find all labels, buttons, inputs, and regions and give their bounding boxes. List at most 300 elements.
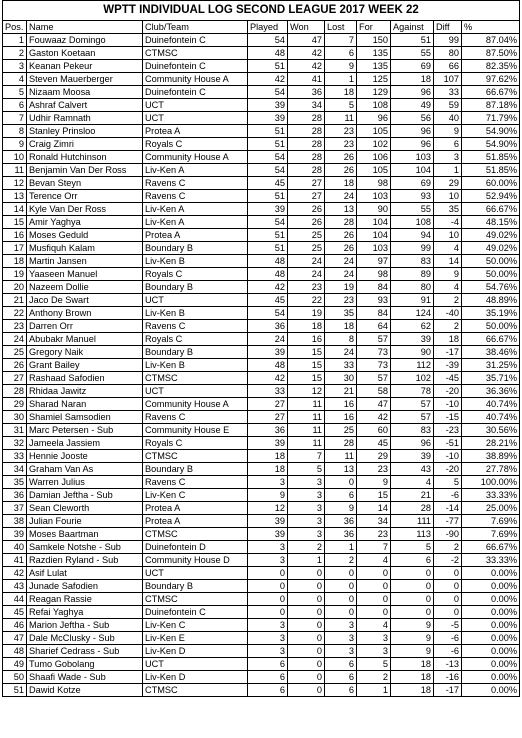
cell-played: 6 — [248, 658, 288, 671]
cell-played: 48 — [248, 268, 288, 281]
cell-played: 54 — [248, 216, 288, 229]
table-row — [3, 489, 520, 502]
table-row — [3, 86, 520, 99]
table-row — [3, 385, 520, 398]
cell-percent: 35.71% — [462, 372, 520, 385]
table-row — [3, 47, 520, 60]
table-row — [3, 359, 520, 372]
cell-lost: 0 — [325, 476, 357, 489]
cell-for: 98 — [357, 177, 391, 190]
header-name: Name — [27, 21, 143, 34]
cell-percent: 40.74% — [462, 411, 520, 424]
cell-lost: 8 — [325, 333, 357, 346]
cell-against: 49 — [391, 99, 434, 112]
cell-for: 57 — [357, 372, 391, 385]
cell-club: Protea A — [143, 125, 248, 138]
cell-won: 25 — [288, 242, 325, 255]
cell-pos: 16 — [3, 229, 27, 242]
table-row — [3, 450, 520, 463]
cell-pos: 23 — [3, 320, 27, 333]
cell-name: Jaco De Swart — [27, 294, 143, 307]
cell-name: Yaaseen Manuel — [27, 268, 143, 281]
cell-won: 1 — [288, 554, 325, 567]
cell-diff: 0 — [434, 580, 462, 593]
cell-club: Liv-Ken C — [143, 489, 248, 502]
cell-name: Reagan Rassie — [27, 593, 143, 606]
cell-against: 83 — [391, 255, 434, 268]
cell-played: 39 — [248, 346, 288, 359]
cell-played: 51 — [248, 60, 288, 73]
log-body — [3, 34, 520, 697]
cell-diff: -6 — [434, 489, 462, 502]
cell-percent: 97.62% — [462, 73, 520, 86]
cell-diff: 80 — [434, 47, 462, 60]
cell-club: Ravens C — [143, 411, 248, 424]
header-club-team: Club/Team — [143, 21, 248, 34]
header-against: Against — [391, 21, 434, 34]
cell-club: UCT — [143, 567, 248, 580]
cell-name: Marion Jeftha - Sub — [27, 619, 143, 632]
cell-played: 0 — [248, 606, 288, 619]
cell-percent: 28.21% — [462, 437, 520, 450]
cell-won: 0 — [288, 593, 325, 606]
cell-name: Udhir Ramnath — [27, 112, 143, 125]
cell-pos: 25 — [3, 346, 27, 359]
cell-pos: 43 — [3, 580, 27, 593]
cell-percent: 54.90% — [462, 125, 520, 138]
cell-for: 47 — [357, 398, 391, 411]
cell-played: 6 — [248, 671, 288, 684]
cell-name: Sharief Cedrass - Sub — [27, 645, 143, 658]
cell-played: 54 — [248, 164, 288, 177]
cell-diff: 1 — [434, 164, 462, 177]
cell-played: 6 — [248, 684, 288, 697]
cell-lost: 28 — [325, 437, 357, 450]
cell-diff: -51 — [434, 437, 462, 450]
cell-played: 0 — [248, 593, 288, 606]
cell-diff: 66 — [434, 60, 462, 73]
cell-percent: 82.35% — [462, 60, 520, 73]
cell-name: Martin Jansen — [27, 255, 143, 268]
table-row — [3, 671, 520, 684]
cell-percent: 54.90% — [462, 138, 520, 151]
cell-diff: 59 — [434, 99, 462, 112]
cell-lost: 16 — [325, 398, 357, 411]
cell-club: Duinefontein C — [143, 60, 248, 73]
cell-for: 0 — [357, 606, 391, 619]
cell-for: 15 — [357, 489, 391, 502]
table-row — [3, 372, 520, 385]
cell-pos: 48 — [3, 645, 27, 658]
cell-played: 18 — [248, 450, 288, 463]
cell-pos: 10 — [3, 151, 27, 164]
cell-name: Darren Orr — [27, 320, 143, 333]
cell-played: 39 — [248, 437, 288, 450]
cell-for: 93 — [357, 294, 391, 307]
cell-pos: 41 — [3, 554, 27, 567]
cell-club: Liv-Ken D — [143, 645, 248, 658]
cell-diff: 35 — [434, 203, 462, 216]
table-row — [3, 138, 520, 151]
cell-diff: -5 — [434, 619, 462, 632]
cell-won: 15 — [288, 346, 325, 359]
cell-won: 19 — [288, 307, 325, 320]
header-for: For — [357, 21, 391, 34]
cell-for: 150 — [357, 34, 391, 47]
table-row — [3, 476, 520, 489]
cell-name: Razdien Ryland - Sub — [27, 554, 143, 567]
cell-diff: 4 — [434, 242, 462, 255]
cell-club: Boundary B — [143, 580, 248, 593]
cell-for: 58 — [357, 385, 391, 398]
cell-pos: 31 — [3, 424, 27, 437]
cell-for: 29 — [357, 450, 391, 463]
cell-played: 3 — [248, 541, 288, 554]
table-row — [3, 515, 520, 528]
cell-diff: 0 — [434, 567, 462, 580]
cell-against: 83 — [391, 424, 434, 437]
cell-won: 28 — [288, 125, 325, 138]
cell-won: 24 — [288, 268, 325, 281]
cell-name: Keanan Pekeur — [27, 60, 143, 73]
cell-pos: 12 — [3, 177, 27, 190]
cell-pos: 47 — [3, 632, 27, 645]
cell-against: 69 — [391, 60, 434, 73]
cell-name: Tumo Gobolang — [27, 658, 143, 671]
cell-name: Terence Orr — [27, 190, 143, 203]
cell-percent: 49.02% — [462, 242, 520, 255]
cell-against: 18 — [391, 684, 434, 697]
cell-percent: 0.00% — [462, 671, 520, 684]
cell-won: 2 — [288, 541, 325, 554]
cell-played: 48 — [248, 47, 288, 60]
cell-club: Duinefontein C — [143, 86, 248, 99]
cell-lost: 6 — [325, 489, 357, 502]
cell-lost: 23 — [325, 294, 357, 307]
header-played: Played — [248, 21, 288, 34]
cell-pos: 27 — [3, 372, 27, 385]
cell-club: Liv-Ken A — [143, 203, 248, 216]
cell-lost: 18 — [325, 320, 357, 333]
cell-against: 96 — [391, 138, 434, 151]
table-row — [3, 502, 520, 515]
cell-against: 18 — [391, 671, 434, 684]
cell-pos: 36 — [3, 489, 27, 502]
cell-for: 3 — [357, 632, 391, 645]
cell-against: 57 — [391, 398, 434, 411]
cell-percent: 0.00% — [462, 606, 520, 619]
cell-name: Rashaad Safodien — [27, 372, 143, 385]
cell-name: Nizaam Moosa — [27, 86, 143, 99]
cell-for: 96 — [357, 112, 391, 125]
table-row — [3, 60, 520, 73]
cell-played: 45 — [248, 294, 288, 307]
cell-pos: 39 — [3, 528, 27, 541]
table-row — [3, 580, 520, 593]
cell-for: 45 — [357, 437, 391, 450]
cell-diff: 10 — [434, 190, 462, 203]
cell-pos: 30 — [3, 411, 27, 424]
header-percent: % — [462, 21, 520, 34]
cell-club: CTMSC — [143, 528, 248, 541]
cell-played: 27 — [248, 398, 288, 411]
cell-diff: -45 — [434, 372, 462, 385]
cell-pos: 45 — [3, 606, 27, 619]
cell-won: 15 — [288, 372, 325, 385]
cell-for: 73 — [357, 346, 391, 359]
cell-won: 26 — [288, 203, 325, 216]
cell-against: 56 — [391, 112, 434, 125]
cell-lost: 0 — [325, 606, 357, 619]
table-row — [3, 164, 520, 177]
cell-for: 106 — [357, 151, 391, 164]
table-row — [3, 320, 520, 333]
cell-won: 23 — [288, 281, 325, 294]
cell-for: 14 — [357, 502, 391, 515]
cell-club: Boundary B — [143, 242, 248, 255]
cell-won: 0 — [288, 632, 325, 645]
cell-for: 102 — [357, 138, 391, 151]
cell-won: 22 — [288, 294, 325, 307]
table-row — [3, 437, 520, 450]
cell-percent: 25.00% — [462, 502, 520, 515]
table-row — [3, 528, 520, 541]
cell-club: Boundary B — [143, 281, 248, 294]
cell-played: 42 — [248, 73, 288, 86]
table-row — [3, 268, 520, 281]
cell-pos: 32 — [3, 437, 27, 450]
cell-lost: 24 — [325, 346, 357, 359]
cell-name: Anthony Brown — [27, 307, 143, 320]
cell-diff: 33 — [434, 86, 462, 99]
cell-won: 0 — [288, 580, 325, 593]
header-row — [3, 21, 520, 34]
cell-diff: 18 — [434, 333, 462, 346]
cell-won: 3 — [288, 476, 325, 489]
cell-diff: -13 — [434, 658, 462, 671]
cell-against: 124 — [391, 307, 434, 320]
cell-diff: 99 — [434, 34, 462, 47]
cell-club: Ravens C — [143, 320, 248, 333]
table-row — [3, 632, 520, 645]
cell-diff: 2 — [434, 294, 462, 307]
cell-club: Royals C — [143, 268, 248, 281]
cell-diff: 14 — [434, 255, 462, 268]
cell-played: 39 — [248, 203, 288, 216]
cell-for: 84 — [357, 281, 391, 294]
cell-percent: 66.67% — [462, 541, 520, 554]
cell-for: 0 — [357, 567, 391, 580]
table-row — [3, 463, 520, 476]
cell-percent: 71.79% — [462, 112, 520, 125]
cell-against: 96 — [391, 125, 434, 138]
cell-played: 45 — [248, 177, 288, 190]
cell-for: 4 — [357, 619, 391, 632]
cell-diff: -77 — [434, 515, 462, 528]
cell-diff: -20 — [434, 385, 462, 398]
cell-against: 21 — [391, 489, 434, 502]
cell-against: 89 — [391, 268, 434, 281]
cell-lost: 13 — [325, 463, 357, 476]
cell-won: 42 — [288, 47, 325, 60]
header-won: Won — [288, 21, 325, 34]
cell-played: 51 — [248, 229, 288, 242]
cell-against: 51 — [391, 34, 434, 47]
table-row — [3, 255, 520, 268]
cell-against: 0 — [391, 606, 434, 619]
cell-won: 7 — [288, 450, 325, 463]
page-title: WPTT INDIVIDUAL LOG SECOND LEAGUE 2017 WEEK 22 — [3, 1, 520, 21]
cell-won: 3 — [288, 515, 325, 528]
table-row — [3, 229, 520, 242]
cell-for: 64 — [357, 320, 391, 333]
cell-against: 108 — [391, 216, 434, 229]
cell-played: 3 — [248, 619, 288, 632]
cell-name: Benjamin Van Der Ross — [27, 164, 143, 177]
cell-won: 0 — [288, 645, 325, 658]
cell-played: 54 — [248, 151, 288, 164]
cell-diff: 5 — [434, 476, 462, 489]
cell-pos: 13 — [3, 190, 27, 203]
cell-played: 51 — [248, 125, 288, 138]
cell-club: Ravens C — [143, 476, 248, 489]
cell-name: Ashraf Calvert — [27, 99, 143, 112]
cell-name: Bevan Steyn — [27, 177, 143, 190]
cell-club: CTMSC — [143, 684, 248, 697]
cell-percent: 38.46% — [462, 346, 520, 359]
cell-pos: 5 — [3, 86, 27, 99]
cell-percent: 66.67% — [462, 86, 520, 99]
cell-for: 23 — [357, 463, 391, 476]
cell-played: 51 — [248, 242, 288, 255]
cell-against: 113 — [391, 528, 434, 541]
cell-diff: 0 — [434, 593, 462, 606]
cell-won: 0 — [288, 684, 325, 697]
cell-played: 51 — [248, 138, 288, 151]
cell-against: 0 — [391, 567, 434, 580]
cell-against: 6 — [391, 554, 434, 567]
cell-diff: 29 — [434, 177, 462, 190]
cell-name: Steven Mauerberger — [27, 73, 143, 86]
table-row — [3, 684, 520, 697]
cell-against: 55 — [391, 47, 434, 60]
cell-for: 129 — [357, 86, 391, 99]
table-row — [3, 333, 520, 346]
cell-lost: 0 — [325, 593, 357, 606]
cell-name: Graham Van As — [27, 463, 143, 476]
cell-percent: 27.78% — [462, 463, 520, 476]
cell-won: 41 — [288, 73, 325, 86]
cell-pos: 29 — [3, 398, 27, 411]
cell-diff: -40 — [434, 307, 462, 320]
cell-won: 34 — [288, 99, 325, 112]
cell-for: 97 — [357, 255, 391, 268]
cell-lost: 6 — [325, 47, 357, 60]
cell-club: Liv-Ken B — [143, 255, 248, 268]
cell-diff: 9 — [434, 125, 462, 138]
cell-percent: 38.89% — [462, 450, 520, 463]
table-row — [3, 281, 520, 294]
cell-name: Musfiquh Kalam — [27, 242, 143, 255]
cell-club: Liv-Ken B — [143, 359, 248, 372]
cell-against: 104 — [391, 164, 434, 177]
cell-diff: -10 — [434, 450, 462, 463]
cell-name: Moses Geduld — [27, 229, 143, 242]
cell-name: Marc Petersen - Sub — [27, 424, 143, 437]
cell-diff: 40 — [434, 112, 462, 125]
cell-name: Nazeem Dollie — [27, 281, 143, 294]
cell-percent: 49.02% — [462, 229, 520, 242]
cell-lost: 36 — [325, 515, 357, 528]
cell-lost: 11 — [325, 112, 357, 125]
cell-for: 135 — [357, 60, 391, 73]
cell-played: 51 — [248, 190, 288, 203]
header-diff: Diff — [434, 21, 462, 34]
cell-against: 99 — [391, 242, 434, 255]
cell-for: 23 — [357, 528, 391, 541]
cell-pos: 42 — [3, 567, 27, 580]
cell-for: 0 — [357, 593, 391, 606]
cell-name: Grant Bailey — [27, 359, 143, 372]
table-row — [3, 177, 520, 190]
cell-name: Gaston Koetaan — [27, 47, 143, 60]
cell-won: 0 — [288, 658, 325, 671]
cell-diff: 0 — [434, 606, 462, 619]
cell-percent: 87.18% — [462, 99, 520, 112]
cell-percent: 87.50% — [462, 47, 520, 60]
cell-diff: 2 — [434, 320, 462, 333]
cell-against: 91 — [391, 294, 434, 307]
cell-pos: 3 — [3, 60, 27, 73]
cell-name: Asif Lulat — [27, 567, 143, 580]
cell-for: 104 — [357, 229, 391, 242]
cell-diff: -14 — [434, 502, 462, 515]
cell-club: UCT — [143, 658, 248, 671]
cell-against: 111 — [391, 515, 434, 528]
cell-club: Boundary B — [143, 346, 248, 359]
table-row — [3, 190, 520, 203]
cell-club: Liv-Ken B — [143, 307, 248, 320]
cell-name: Damian Jeftha - Sub — [27, 489, 143, 502]
cell-won: 16 — [288, 333, 325, 346]
cell-diff: -6 — [434, 632, 462, 645]
cell-club: UCT — [143, 385, 248, 398]
cell-name: Julian Fourie — [27, 515, 143, 528]
cell-lost: 18 — [325, 177, 357, 190]
cell-for: 34 — [357, 515, 391, 528]
cell-against: 112 — [391, 359, 434, 372]
cell-against: 80 — [391, 281, 434, 294]
cell-against: 0 — [391, 593, 434, 606]
table-row — [3, 99, 520, 112]
cell-lost: 19 — [325, 281, 357, 294]
cell-name: Gregory Naik — [27, 346, 143, 359]
cell-pos: 11 — [3, 164, 27, 177]
cell-pos: 9 — [3, 138, 27, 151]
cell-name: Samkele Notshe - Sub — [27, 541, 143, 554]
cell-against: 103 — [391, 151, 434, 164]
cell-pos: 33 — [3, 450, 27, 463]
cell-percent: 60.00% — [462, 177, 520, 190]
cell-percent: 7.69% — [462, 515, 520, 528]
cell-pos: 7 — [3, 112, 27, 125]
table-row — [3, 346, 520, 359]
cell-played: 54 — [248, 86, 288, 99]
cell-name: Shaafi Wade - Sub — [27, 671, 143, 684]
table-row — [3, 619, 520, 632]
cell-played: 39 — [248, 515, 288, 528]
table-row — [3, 658, 520, 671]
